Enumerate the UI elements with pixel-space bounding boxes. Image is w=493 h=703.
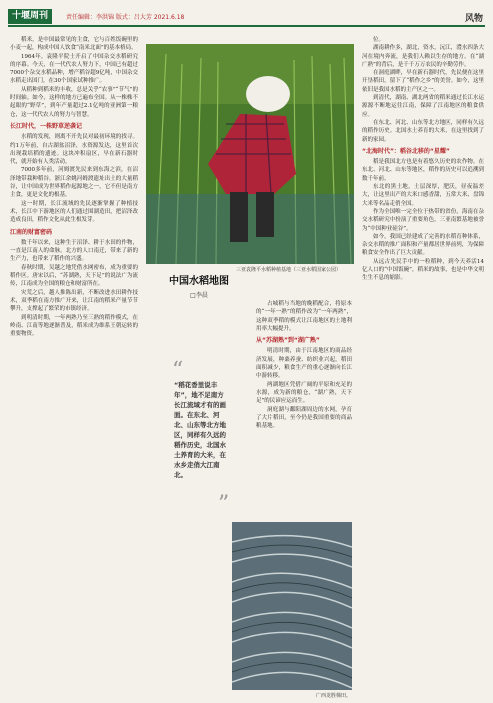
paragraph: 明清时期，由于江南地区的商品经济发展，种桑养蚕、纺织业兴起，稻田面积减少，粮食生产的重心逐渐向长江中游转移。 [256, 348, 352, 380]
paragraph: 作为全国唯一完全位于热带的省份，海南在杂交水稻研究中扮演了重要角色，三亚南繁基地被誉为“中国种业硅谷”。 [362, 208, 484, 232]
page-header [0, 0, 493, 26]
header-rule [8, 25, 485, 27]
paragraph: 春秋时期，吴越之地凭借水网密布，成为重要的稻作区。唐宋以后，“苏湖熟，天下足”的说法广为流传，江南成为全国的粮仓和财富所在。 [10, 264, 138, 288]
paragraph: 东北的黑土地，土层深厚，肥沃，昼夜温差大，让这里出产的大米口感香甜，五常大米、盘锦大米等名品走俏全国。 [362, 184, 484, 207]
editor-credits: 责任编辑：李洪锦 版式：吕大芳 2021.6.18 [66, 14, 185, 21]
paragraph: 洞庭湖与鄱阳湖周边的水网，孕育了大片稻田，至今仍是我国重要的商品粮基地。 [256, 406, 352, 430]
terrace-photo [232, 522, 352, 690]
article-title: 中国水稻地图 [169, 276, 229, 287]
photo1-caption: 三亚袁隆平水稻种植基地（三亚水稻国家公园） [236, 267, 342, 273]
section-heading: 从“苏湖熟”到“湖广熟” [256, 337, 320, 345]
article-author: □李晨 [190, 292, 208, 299]
paragraph: 到清代，湖南、湖北两省的稻米通过长江水运源源不断地运往江南，保障了江南地区的粮食供应。 [362, 95, 484, 118]
section-heading: “北海时代”：稻谷北移的“星耀” [362, 147, 450, 155]
paragraph: 数千年以来，这种生于沼泽、耕于水田的作物，一直是江南人的命脉。北方的人口南迁，带来了新的生产力，也带来了稻作的兴盛。 [10, 239, 138, 263]
rice-field-photo [146, 44, 354, 264]
paragraph: 两湖地区凭借广阔的平原和充足的水源，成为新的粮仓，“湖广熟，天下足”的民谚应运而生。 [256, 381, 352, 405]
paragraph: 从远古先民手中的一粒稻种，到今天养活14亿人口的“中国饭碗”，稻米的故事，也是中华文明生生不息的缩影。 [362, 258, 484, 282]
paragraph: 占城稻与当地的晚稻配合，将原本的“一年一熟”的稻作改为“一年两熟”，这种双季稻的模式让江南地区的土地利用率大幅提升。 [256, 301, 352, 332]
section-name: 风物 [464, 14, 483, 24]
paragraph: 湖南耕作多，湖北，资水，沅江，澧水四条大河在境内奔流，是我们人赖以生存的地方。在“湖广熟”的背后，是千千万万农民的辛勤劳作。 [362, 45, 484, 68]
paragraph: 在东北、河北、山东等北方地区，同样有久远的稻作历史。北国水土养育的大米，在这里找到了新的家园。 [362, 119, 484, 143]
paragraph: 稻是我国北方也是有着悠久历史的农作物。在东北、河北、山东等地区，稻作的历史可以追溯到数千年前。 [362, 159, 484, 182]
photo2-caption: 广西龙胜梯田。 [316, 693, 352, 699]
paragraph: 灾荒之后，越人推陈出新，不断改进水田耕作技术，双季稻在南方推广开来，让江南的稻米产量节节攀升，支撑起了繁荣的市镇经济。 [10, 289, 138, 313]
paragraph: 到明清时期，一年两熟乃至三熟的稻作模式，在岭南、江南等地逐渐普及，稻米成为维系王朝运转的重要物资。 [10, 314, 138, 338]
paragraph: 水稻的发现，则离不开先民对最初环境的找寻。约1万年前，自古湖盆沼泽，水资源发达，这里首次出现栽培稻的遗迹。这块冲积扇区，早在新石器时代，就开始有人类活动。 [10, 134, 138, 166]
paragraph: 从稻种到稻米的丰收，总是关乎“农事”“节气”的时间轴。如今，这样的地方已遍布全国。从一株株不起眼的“野草”，到年产量超过2.1亿吨的亚洲第一粮仓，这一代代农人的努力与智慧。 [10, 86, 138, 118]
paragraph: 7000多年前，河姆渡先民来到东海之滨，在沼泽地带栽种稻谷。浙江余姚河姆渡遗址出土的大量稻谷，让中国成为世界稻作起源地之一，它不但是南方主食，更是文化的根基。 [10, 167, 138, 199]
paragraph: 在洞庭湖畔，早在新石器时代，先民便在这里开垦稻田，留下了“稻作之乡”的美誉。如今，这里依旧是我国水稻的主产区之一。 [362, 70, 484, 93]
paragraph: 这一时期，长江流域的先民逐渐掌握了种植技术，长江中下游地区的人们通过围湖造田，把沼泽改造成良田，稻作文化从此生根发芽。 [10, 200, 138, 224]
open-quote-mark: “ [172, 358, 184, 383]
paragraph: 1964年，袁隆平院士开启了中国杂交水稻研究的序幕。今天，在一代代农人努力下，中国已有超过7000个杂交水稻品种，增产稻谷超9亿吨，中国杂交水稻走出国门，在30个国家试种推广。 [10, 53, 138, 85]
pull-quote: “稻花香里说丰年”，地不足南方长江流域才有的画面。在东北、河北、山东等北方地区，同样有久远的稻作历史，北国水土养育的大米，在水乡走俏大江南北。 [174, 381, 226, 479]
section-heading: 江南的财富密码 [10, 228, 53, 236]
masthead-brand: 十堰周刊 [8, 9, 52, 24]
paragraph: 如今，我国已经建成了完善的水稻育种体系，杂交水稻的推广面积和产量都居世界前列，为保障粮食安全作出了巨大贡献。 [362, 233, 484, 257]
section-heading: 长江时代，一株野草逆袭记 [10, 122, 83, 130]
paragraph: 稻米，是中国最常见的主食，它与百姓饭碗里的小麦一起，构成中国人饮食“南米北面”的基本格局。 [10, 37, 138, 52]
article-column-3 [362, 36, 484, 696]
paragraph: 位。 [373, 37, 385, 43]
close-quote-mark: ” [218, 492, 230, 517]
article-title-box [147, 272, 251, 304]
article-column-1 [10, 36, 138, 696]
